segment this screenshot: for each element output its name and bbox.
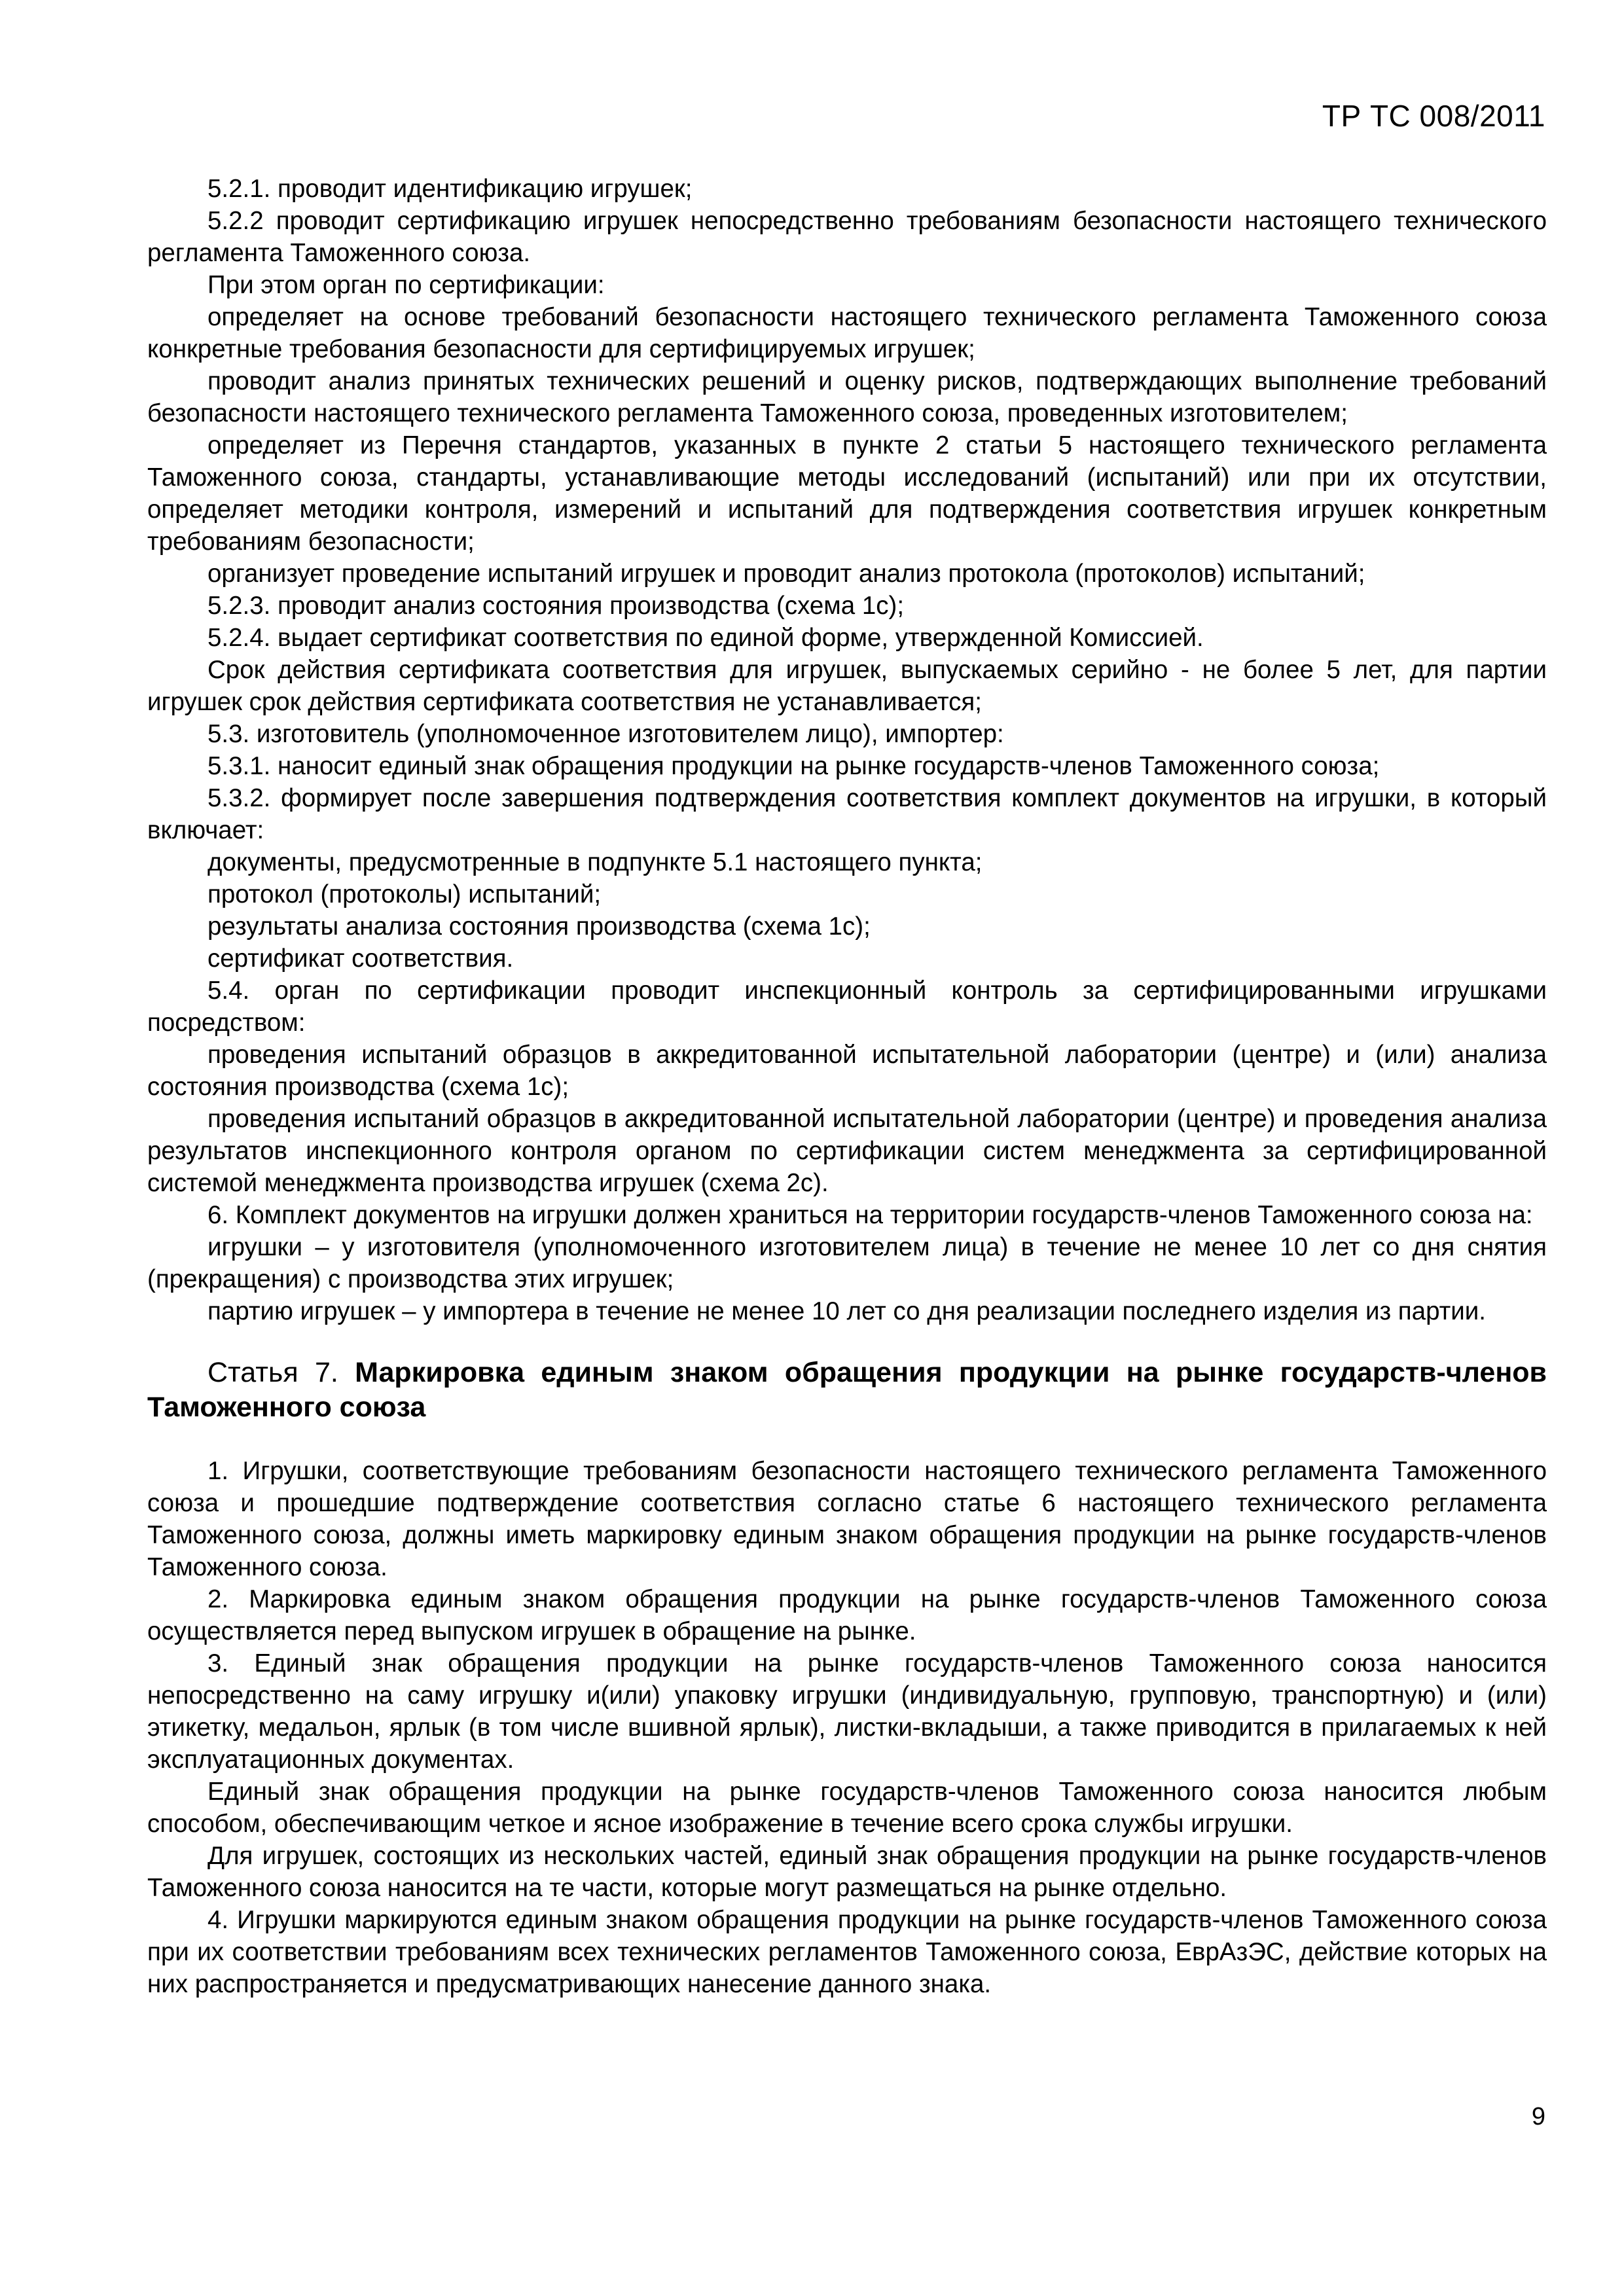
paragraph: 5.4. орган по сертификации проводит инспекционный контроль за сертифицированными игрушками посредством: <box>147 977 1547 1037</box>
page-number: 9 <box>1531 2103 1545 2130</box>
paragraph: 5.2.2 проводит сертификацию игрушек непосредственно требованиям безопасности настоящего технического регламента Таможенного союза. <box>147 207 1547 267</box>
paragraph: 3. Единый знак обращения продукции на рынке государств-членов Таможенного союза наносится непосредственно на саму игрушку и(или) упаковку игрушки (индивидуальную, групповую, транспортную) и (или) этикетку, медальон, ярлык (в том числе вшивной ярлык), листки-вкладыши, а также приводится в прилагаемых к ней эксплуатационных документах. <box>147 1649 1547 1774</box>
paragraph: 5.2.4. выдает сертификат соответствия по единой форме, утвержденной Комиссией. <box>208 624 1204 652</box>
paragraph: протокол (протоколы) испытаний; <box>208 880 602 908</box>
document-body <box>147 173 1547 2000</box>
article-title: Маркировка единым знаком обращения продукции на рынке государств-членов Таможенного союза <box>147 1357 1547 1423</box>
paragraph: определяет на основе требований безопасности настоящего технического регламента Таможенного союза конкретные требования безопасности для сертифицируемых игрушек; <box>147 303 1547 363</box>
paragraph: определяет из Перечня стандартов, указанных в пункте 2 статьи 5 настоящего технического регламента Таможенного союза, стандарты, устанавливающие методы исследований (испытаний) или при их отсутствии, определяет методики контроля, измерений и испытаний для подтверждения соответствия игрушек конкретным требованиям безопасности; <box>147 431 1547 556</box>
paragraph: проведения испытаний образцов в аккредитованной испытательной лаборатории (центре) и (или) анализа состояния производства (схема 1с); <box>147 1041 1547 1101</box>
paragraphs-before-article <box>147 173 1547 1327</box>
paragraph: 6. Комплект документов на игрушки должен храниться на территории государств-членов Таможенного союза на: <box>208 1201 1533 1229</box>
paragraph: сертификат соответствия. <box>208 944 514 973</box>
paragraph: организует проведение испытаний игрушек и проводит анализ протокола (протоколов) испытаний; <box>208 560 1365 588</box>
paragraph: 5.3.1. наносит единый знак обращения продукции на рынке государств-членов Таможенного союза; <box>208 752 1380 780</box>
paragraph: 2. Маркировка единым знаком обращения продукции на рынке государств-членов Таможенного союза осуществляется перед выпуском игрушек в обращение на рынке. <box>147 1585 1547 1645</box>
paragraph: 5.2.1. проводит идентификацию игрушек; <box>208 175 693 203</box>
paragraph: игрушки – у изготовителя (уполномоченного изготовителем лица) в течение не менее 10 лет со дня снятия (прекращения) с производства этих игрушек; <box>147 1233 1547 1293</box>
paragraph: 5.3.2. формирует после завершения подтверждения соответствия комплект документов на игрушки, в который включает: <box>147 784 1547 844</box>
paragraph: результаты анализа состояния производства (схема 1с); <box>208 912 871 941</box>
paragraphs-after-article <box>147 1455 1547 2000</box>
article-label: Статья 7. <box>208 1357 338 1388</box>
paragraph: Для игрушек, состоящих из нескольких частей, единый знак обращения продукции на рынке государств-членов Таможенного союза наносится на те части, которые могут размещаться на рынке отдельно. <box>147 1842 1547 1902</box>
paragraph: проводит анализ принятых технических решений и оценку рисков, подтверждающих выполнение требований безопасности настоящего технического регламента Таможенного союза, проведенных изготовителем; <box>147 367 1547 427</box>
paragraph: партию игрушек – у импортера в течение не менее 10 лет со дня реализации последнего изделия из партии. <box>208 1297 1486 1325</box>
article-heading <box>147 1355 1547 1425</box>
paragraph: проведения испытаний образцов в аккредитованной испытательной лаборатории (центре) и проведения анализа результатов инспекционного контроля органом по сертификации систем менеджмента за сертифицированной системой менеджмента производства игрушек (схема 2с). <box>147 1105 1547 1197</box>
paragraph: Срок действия сертификата соответствия для игрушек, выпускаемых серийно - не более 5 лет, для партии игрушек срок действия сертификата соответствия не устанавливается; <box>147 656 1547 716</box>
paragraph: 4. Игрушки маркируются единым знаком обращения продукции на рынке государств-членов Таможенного союза при их соответствии требованиям всех технических регламентов Таможенного союза, ЕврАзЭС, действие которых на них распространяется и предусматривающих нанесение данного знака. <box>147 1906 1547 1998</box>
paragraph: 5.3. изготовитель (уполномоченное изготовителем лицо), импортер: <box>208 720 1004 748</box>
paragraph: При этом орган по сертификации: <box>208 271 605 299</box>
paragraph: 5.2.3. проводит анализ состояния производства (схема 1с); <box>208 592 905 620</box>
paragraph: документы, предусмотренные в подпункте 5.1 настоящего пункта; <box>208 848 983 876</box>
paragraph: Единый знак обращения продукции на рынке государств-членов Таможенного союза наносится любым способом, обеспечивающим четкое и ясное изображение в течение всего срока службы игрушки. <box>147 1778 1547 1838</box>
document-code: ТР ТС 008/2011 <box>1322 99 1545 133</box>
paragraph: 1. Игрушки, соответствующие требованиям безопасности настоящего технического регламента Таможенного союза и прошедшие подтверждение соответствия согласно статье 6 настоящего технического регламента Таможенного союза, должны иметь маркировку единым знаком обращения продукции на рынке государств-членов Таможенного союза. <box>147 1457 1547 1581</box>
